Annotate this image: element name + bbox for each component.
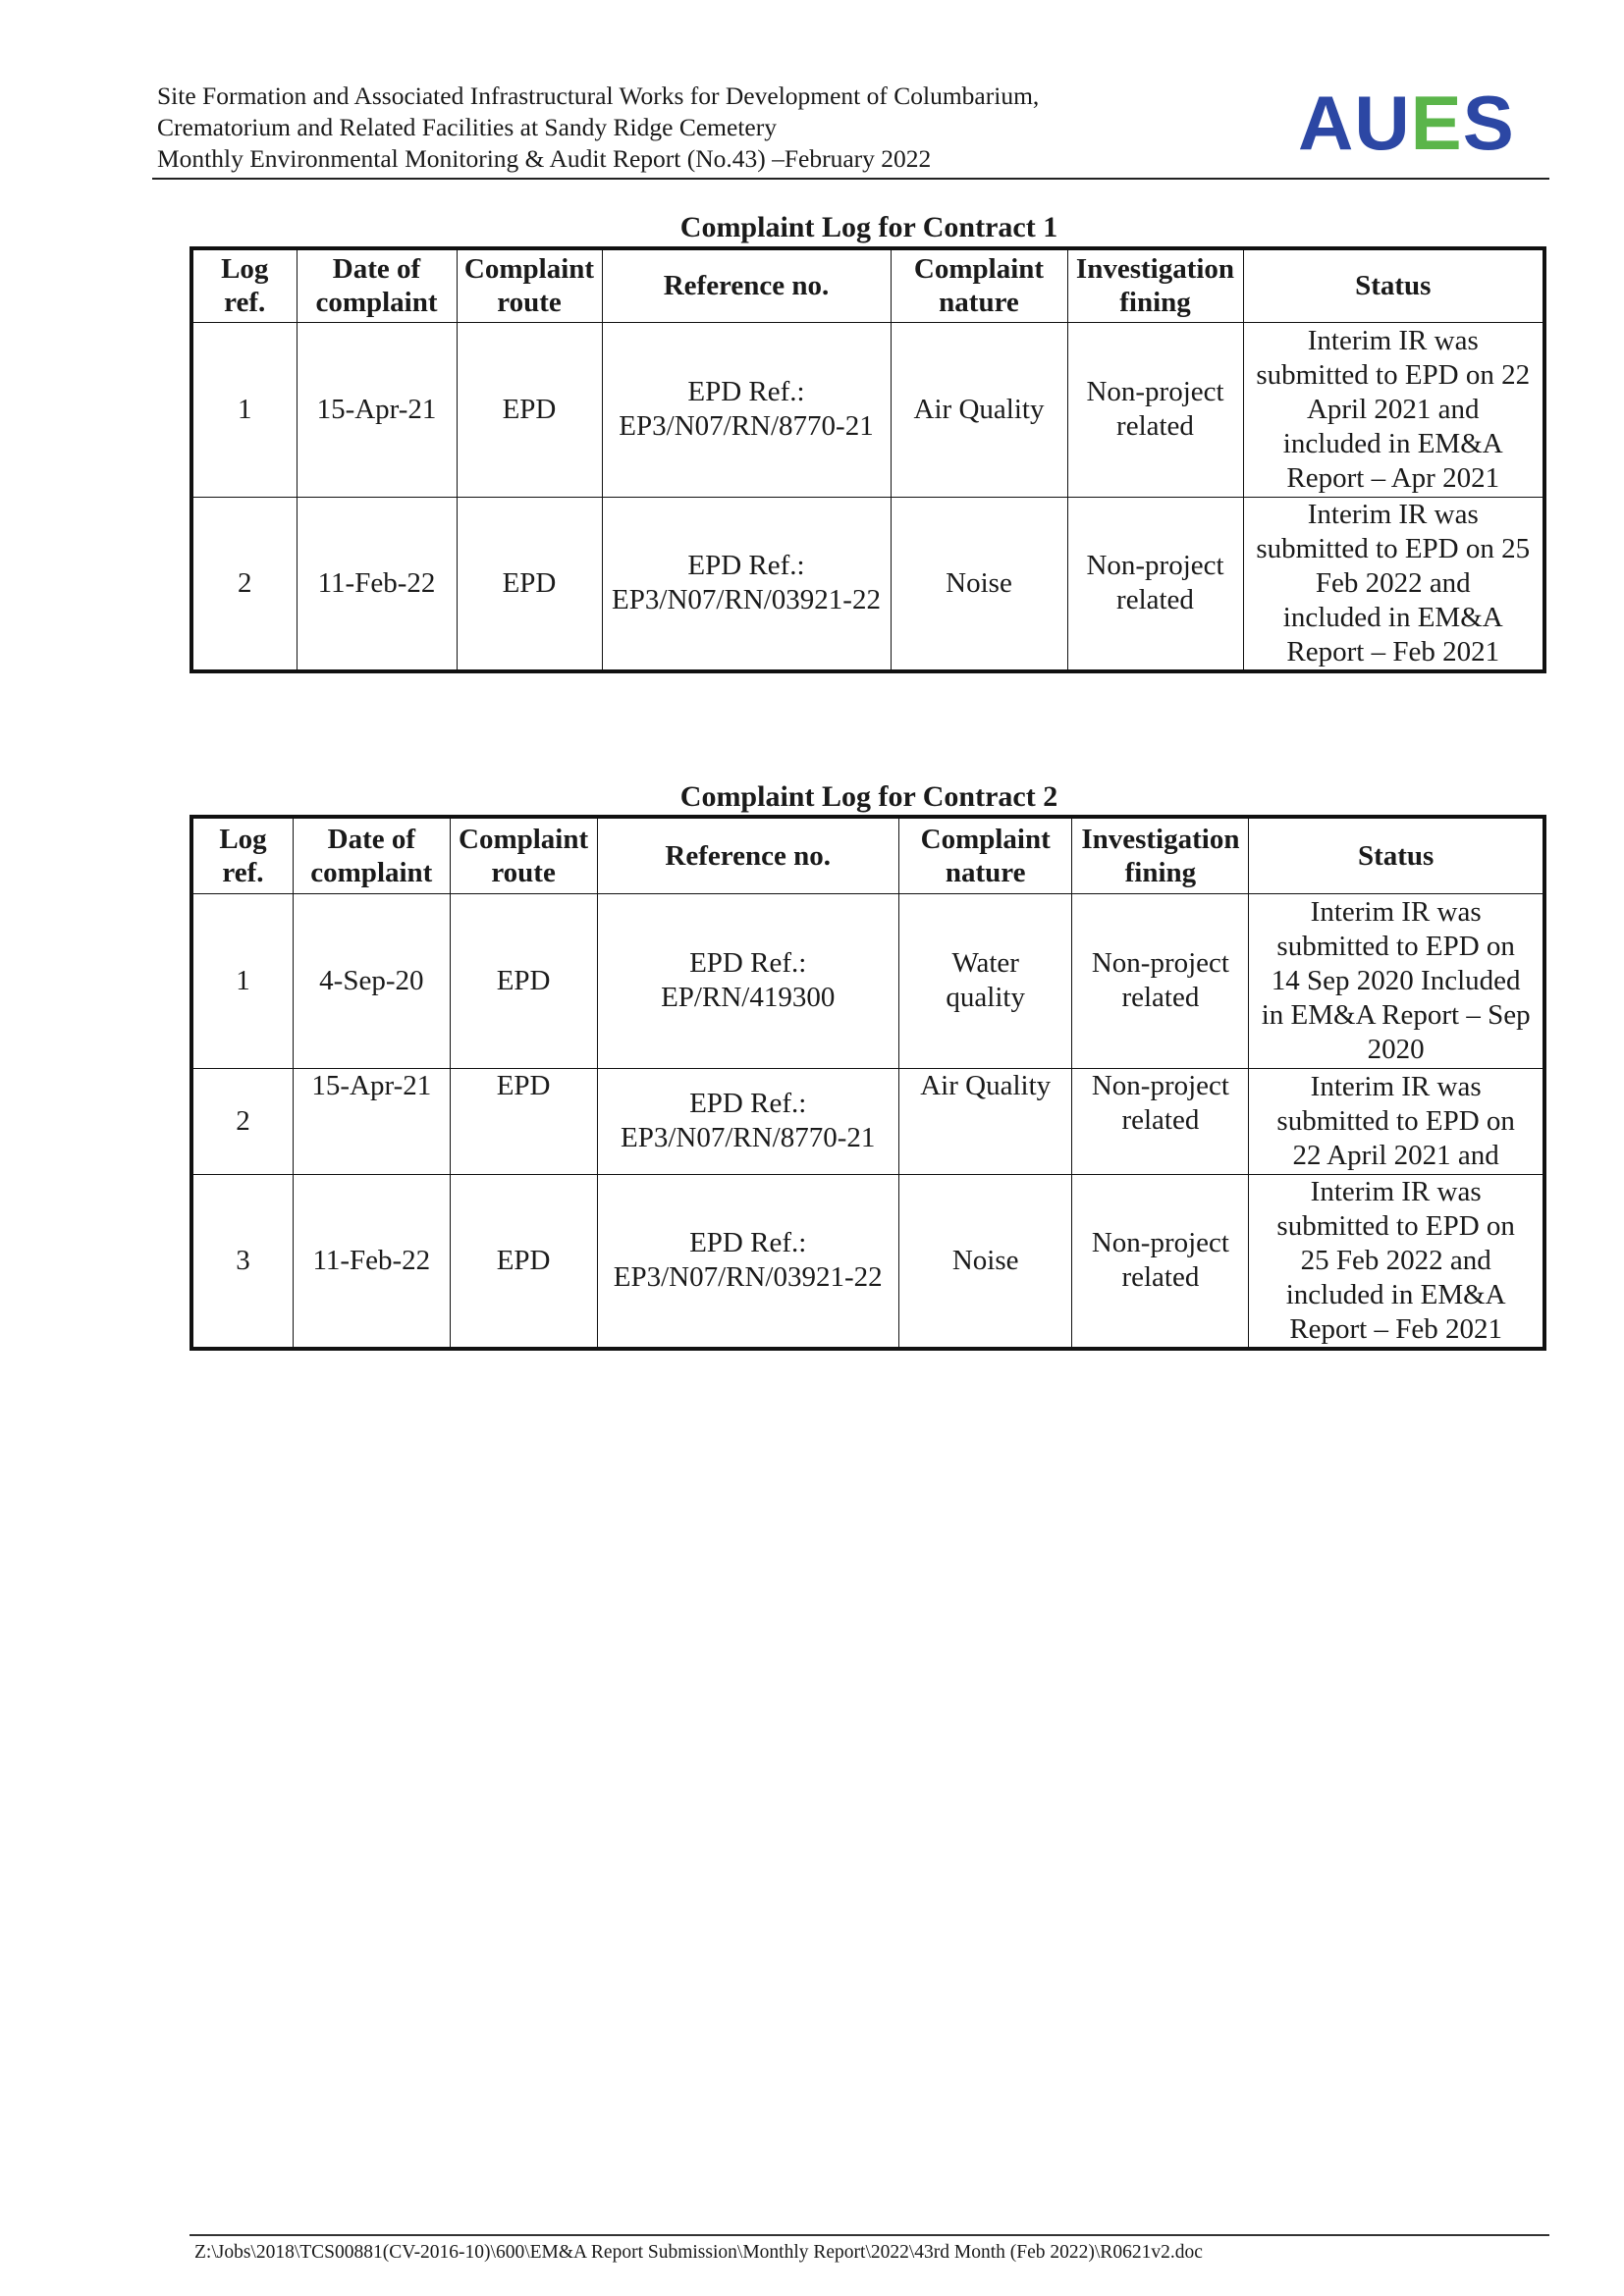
logo-text-s: S bbox=[1462, 80, 1515, 166]
cell-log-ref: 1 bbox=[191, 893, 293, 1068]
cell-status: Interim IR was submitted to EPD on 25 Feb 2022 and included in EM&A Report – Feb 2021 bbox=[1243, 497, 1544, 671]
cell-log-ref: 2 bbox=[191, 1068, 293, 1174]
complaint-log-table-contract-1 bbox=[189, 246, 1546, 673]
header-route: Complaint route bbox=[450, 817, 597, 893]
cell-date: 11-Feb-22 bbox=[293, 1174, 450, 1349]
header-log-ref: Log ref. bbox=[191, 248, 297, 322]
header-divider bbox=[152, 178, 1549, 180]
header-date: Date of complaint bbox=[297, 248, 457, 322]
cell-nature: Noise bbox=[898, 1174, 1072, 1349]
table-header-row bbox=[191, 817, 1544, 893]
cell-investigation: Non-project related bbox=[1067, 497, 1243, 671]
cell-status: Interim IR was submitted to EPD on 25 Feb 2022 and included in EM&A Report – Feb 2021 bbox=[1249, 1174, 1544, 1349]
cell-date: 15-Apr-21 bbox=[293, 1068, 450, 1174]
cell-reference: EPD Ref.: EP3/N07/RN/03921-22 bbox=[602, 497, 891, 671]
table-row bbox=[191, 322, 1544, 497]
header-status: Status bbox=[1243, 248, 1544, 322]
header-route: Complaint route bbox=[457, 248, 602, 322]
cell-status: Interim IR was submitted to EPD on 14 Sep 2020 Included in EM&A Report – Sep 2020 bbox=[1249, 893, 1544, 1068]
cell-date: 15-Apr-21 bbox=[297, 322, 457, 497]
cell-investigation: Non-project related bbox=[1072, 1068, 1249, 1174]
table-row bbox=[191, 1174, 1544, 1349]
complaint-log-table-contract-2 bbox=[189, 815, 1546, 1351]
header-reference: Reference no. bbox=[597, 817, 898, 893]
cell-reference: EPD Ref.: EP3/N07/RN/8770-21 bbox=[597, 1068, 898, 1174]
header-investigation: Investigation fining bbox=[1072, 817, 1249, 893]
header-investigation: Investigation fining bbox=[1067, 248, 1243, 322]
table2-title: Complaint Log for Contract 2 bbox=[679, 780, 1058, 813]
header-nature: Complaint nature bbox=[891, 248, 1067, 322]
cell-status: Interim IR was submitted to EPD on 22 April 2021 and bbox=[1249, 1068, 1544, 1174]
cell-status: Interim IR was submitted to EPD on 22 April 2021 and included in EM&A Report – Apr 2021 bbox=[1243, 322, 1544, 497]
cell-log-ref: 2 bbox=[191, 497, 297, 671]
header-date: Date of complaint bbox=[293, 817, 450, 893]
footer-file-path: Z:\Jobs\2018\TCS00881(CV-2016-10)\600\EM&A Report Submission\Monthly Report\2022\43rd Month (Feb 2022)\R0621v2.doc bbox=[194, 2242, 1203, 2263]
cell-investigation: Non-project related bbox=[1067, 322, 1243, 497]
header-status: Status bbox=[1249, 817, 1544, 893]
footer-divider bbox=[189, 2234, 1549, 2236]
cell-nature: Noise bbox=[891, 497, 1067, 671]
table1-title: Complaint Log for Contract 1 bbox=[679, 211, 1058, 243]
table-row bbox=[191, 1068, 1544, 1174]
cell-route: EPD bbox=[450, 1068, 597, 1174]
report-title bbox=[157, 80, 1039, 175]
cell-date: 11-Feb-22 bbox=[297, 497, 457, 671]
table-row bbox=[191, 893, 1544, 1068]
cell-route: EPD bbox=[450, 893, 597, 1068]
table-header-row bbox=[191, 248, 1544, 322]
header-reference: Reference no. bbox=[602, 248, 891, 322]
cell-nature: Water quality bbox=[898, 893, 1072, 1068]
header-nature: Complaint nature bbox=[898, 817, 1072, 893]
cell-reference: EPD Ref.: EP3/N07/RN/8770-21 bbox=[602, 322, 891, 497]
cell-date: 4-Sep-20 bbox=[293, 893, 450, 1068]
cell-investigation: Non-project related bbox=[1072, 1174, 1249, 1349]
cell-log-ref: 1 bbox=[191, 322, 297, 497]
header-log-ref: Log ref. bbox=[191, 817, 293, 893]
cell-route: EPD bbox=[450, 1174, 597, 1349]
cell-route: EPD bbox=[457, 497, 602, 671]
cell-reference: EPD Ref.: EP/RN/419300 bbox=[597, 893, 898, 1068]
cell-log-ref: 3 bbox=[191, 1174, 293, 1349]
cell-reference: EPD Ref.: EP3/N07/RN/03921-22 bbox=[597, 1174, 898, 1349]
cell-nature: Air Quality bbox=[898, 1068, 1072, 1174]
cell-nature: Air Quality bbox=[891, 322, 1067, 497]
table-row bbox=[191, 497, 1544, 671]
logo-text-e: E bbox=[1410, 80, 1463, 166]
report-title-line-3: Monthly Environmental Monitoring & Audit Report (No.43) –February 2022 bbox=[157, 144, 932, 173]
aues-logo bbox=[1298, 79, 1515, 167]
report-title-line-1: Site Formation and Associated Infrastructural Works for Development of Columbarium, bbox=[157, 81, 1040, 110]
report-title-line-2: Crematorium and Related Facilities at Sandy Ridge Cemetery bbox=[157, 113, 777, 141]
logo-text-au: AU bbox=[1298, 80, 1411, 166]
cell-investigation: Non-project related bbox=[1072, 893, 1249, 1068]
cell-route: EPD bbox=[457, 322, 602, 497]
